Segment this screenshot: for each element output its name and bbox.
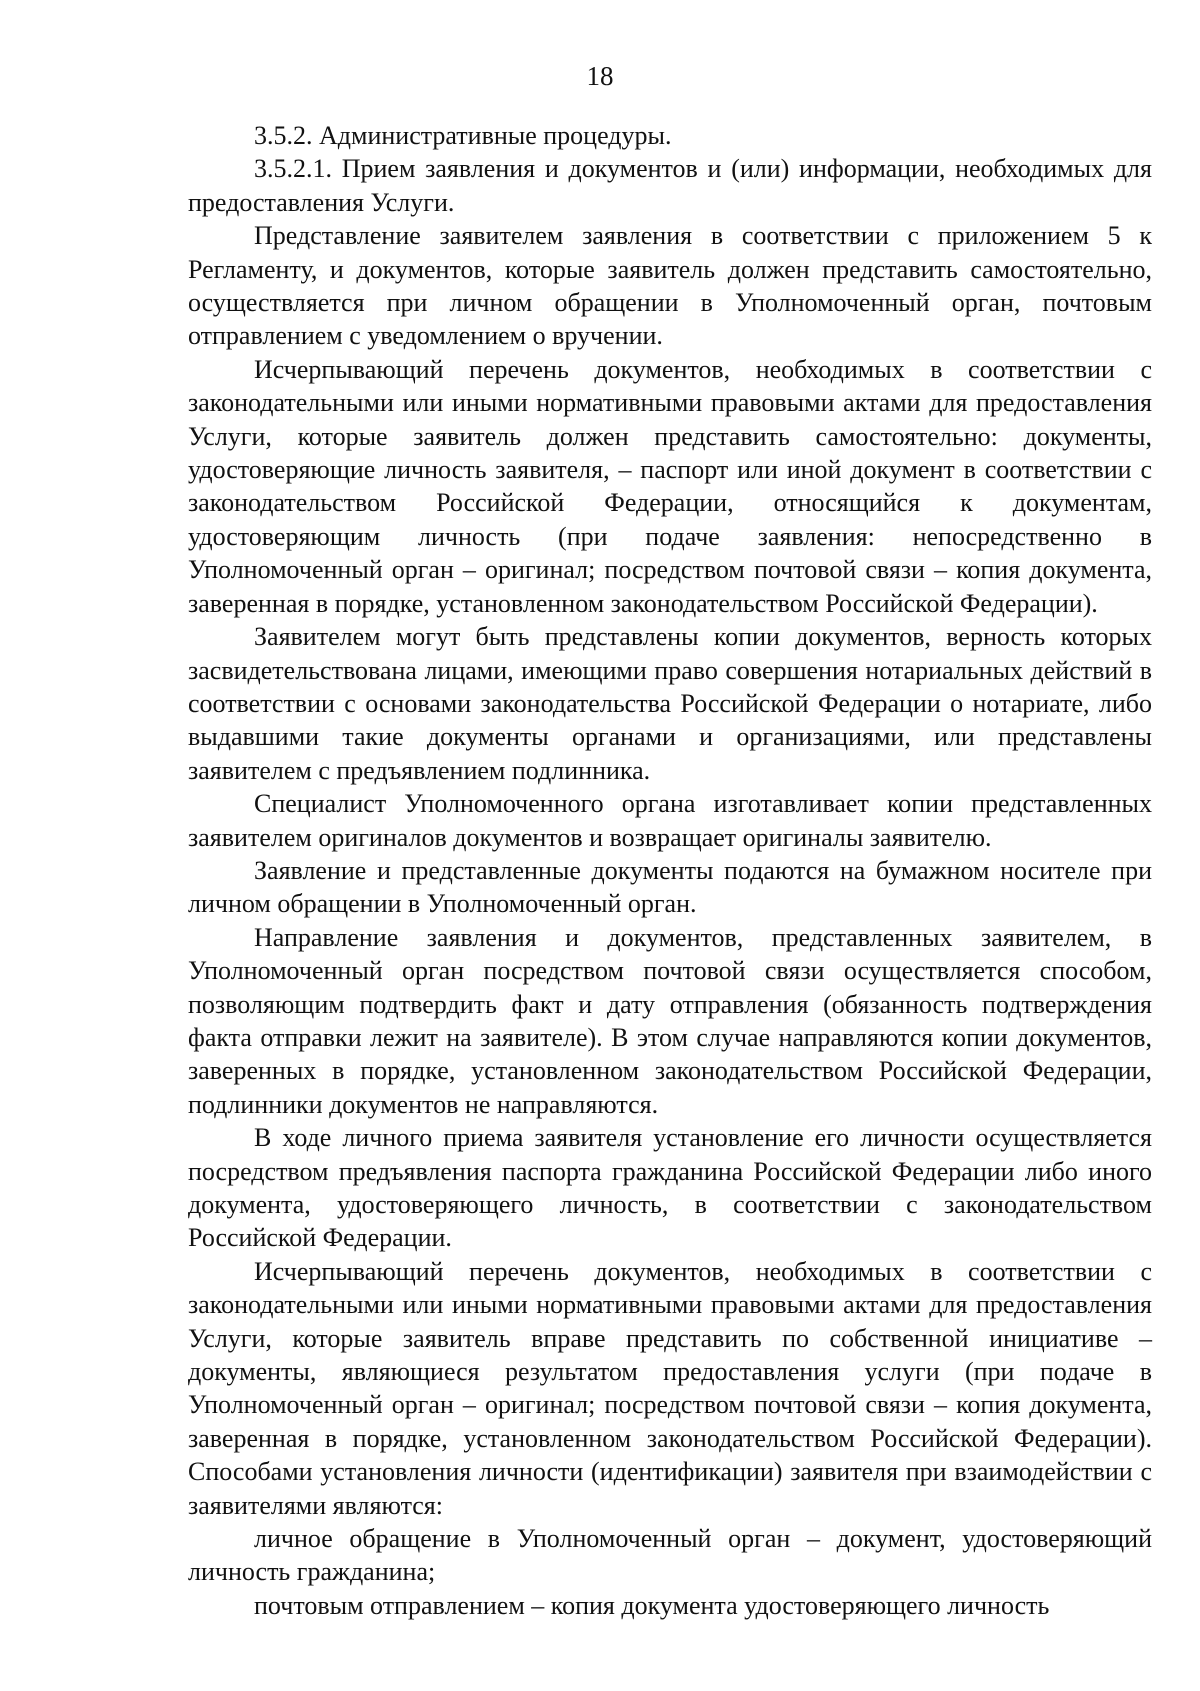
page-number: 18 <box>586 61 614 91</box>
list-item: личное обращение в Уполномоченный орган – документ, удостоверяющий личность гражданина; <box>188 1524 1152 1587</box>
paragraph: Исчерпывающий перечень документов, необходимых в соответствии с законодательными или иными нормативными правовыми актами для предоставления Услуги, которые заявитель вправе представить по собственной инициативе – документы, являющиеся результатом предоставления услуги (при подаче в Уполномоченный орган – оригинал; посредством почтовой связи – копия документа, заверенная в порядке, установленном законодательством Российской Федерации). Способами установления личности (идентификации) заявителя при взаимодействии с заявителями являются: <box>188 1256 1152 1520</box>
list-item: почтовым отправлением – копия документа удостоверяющего личность <box>254 1590 1050 1620</box>
paragraph: Специалист Уполномоченного органа изготавливает копии представленных заявителем оригиналов документов и возвращает оригиналы заявителю. <box>188 789 1152 852</box>
paragraph: В ходе личного приема заявителя установление его личности осуществляется посредством предъявления паспорта гражданина Российской Федерации либо иного документа, удостоверяющего личность, в соответствии с законодательством Российской Федерации. <box>188 1123 1152 1253</box>
paragraph: Исчерпывающий перечень документов, необходимых в соответствии с законодательными или иными нормативными правовыми актами для предоставления Услуги, которые заявитель должен представить самостоятельно: документы, удостоверяющие личность заявителя, – паспорт или иной документ в соответствии с законодательством Российской Федерации, относящийся к документам, удостоверяющим личность (при подаче заявления: непосредственно в Уполномоченный орган – оригинал; посредством почтовой связи – копия документа, заверенная в порядке, установленном законодательством Российской Федерации). <box>188 354 1152 618</box>
paragraph: Заявителем могут быть представлены копии документов, верность которых засвидетельствована лицами, имеющими право совершения нотариальных действий в соответствии с основами законодательства Российской Федерации о нотариате, либо выдавшими такие документы органами и организациями, или представлены заявителем с предъявлением подлинника. <box>188 622 1152 785</box>
paragraph: Представление заявителем заявления в соответствии с приложением 5 к Регламенту, и документов, которые заявитель должен представить самостоятельно, осуществляется при личном обращении в Уполномоченный орган, почтовым отправлением с уведомлением о вручении. <box>188 221 1152 351</box>
paragraph: Направление заявления и документов, представленных заявителем, в Уполномоченный орган посредством почтовой связи осуществляется способом, позволяющим подтвердить факт и дату отправления (обязанность подтверждения факта отправки лежит на заявителе). В этом случае направляются копии документов, заверенных в порядке, установленном законодательством Российской Федерации, подлинники документов не направляются. <box>188 922 1152 1119</box>
document-body <box>188 119 1152 1622</box>
paragraph: Заявление и представленные документы подаются на бумажном носителе при личном обращении в Уполномоченный орган. <box>188 855 1152 919</box>
section-heading: 3.5.2. Административные процедуры. <box>254 121 672 150</box>
subsection-heading: 3.5.2.1. Прием заявления и документов и (или) информации, необходимых для предоставления Услуги. <box>188 154 1152 217</box>
